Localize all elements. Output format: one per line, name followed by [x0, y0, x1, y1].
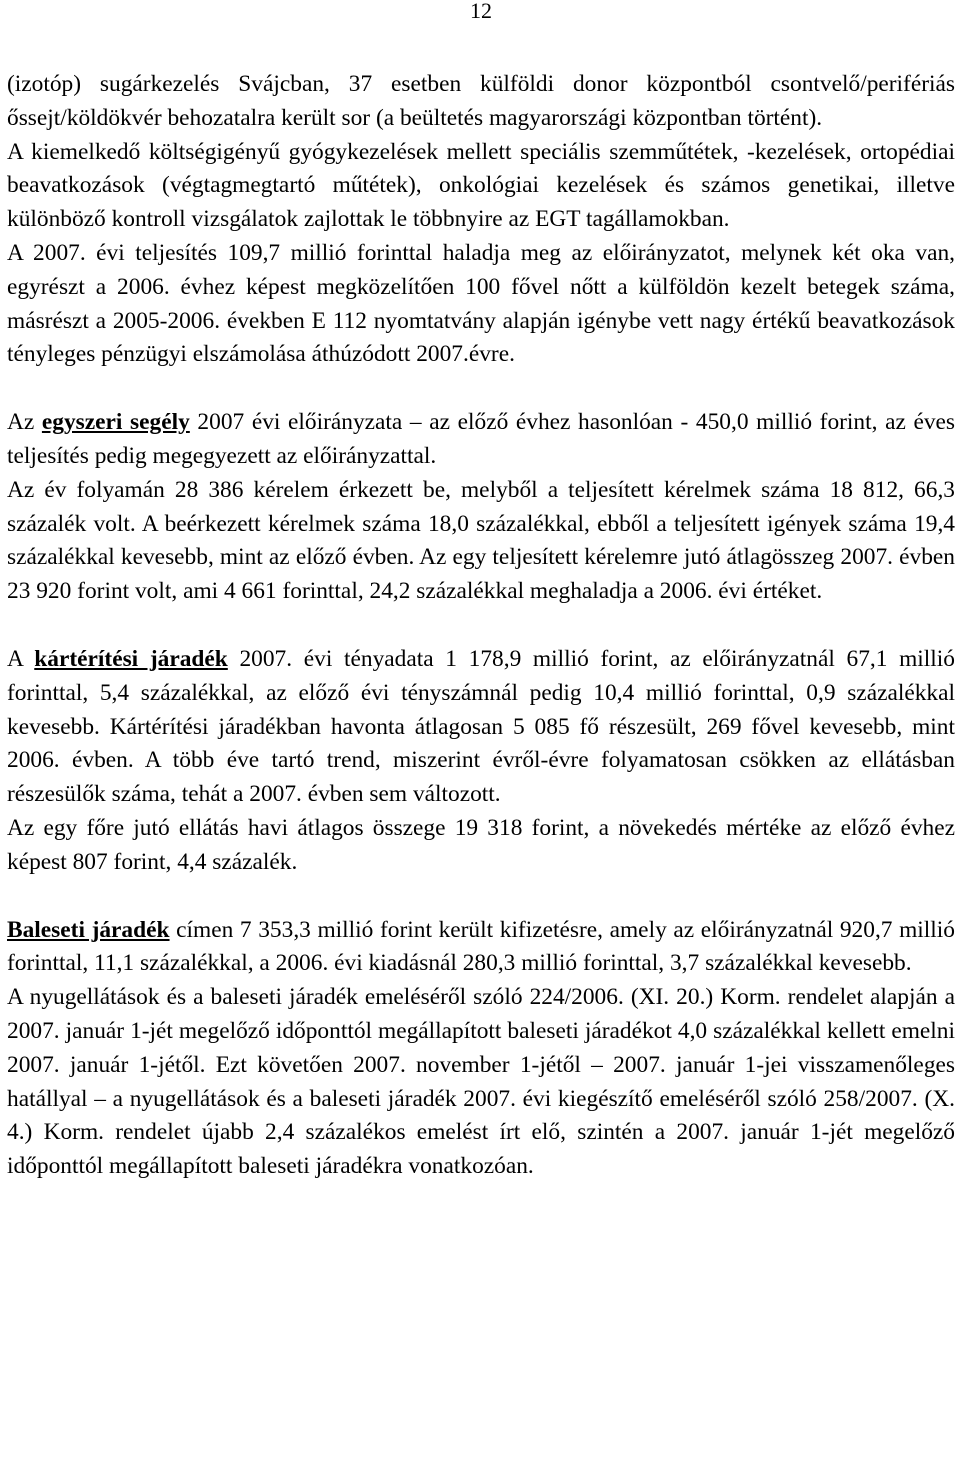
text-run: címen 7 353,3 millió forint került kifizetésre, amely az előirányzatnál 920,7 millió forinttal, 11,1 százalékkal, a 2006. évi kiadásnál 280,3 millió forinttal, 3,7 százalékkal kevesebb.: [7, 916, 955, 977]
paragraph-per-capita-benefit: Az egy főre jutó ellátás havi átlagos összege 19 318 forint, a növekedés mértéke az előző évhez képest 807 forint, 4,4 százalék.: [7, 814, 955, 875]
paragraph-gap: [7, 609, 955, 643]
paragraph-accident-annuity: [7, 914, 955, 982]
paragraph-costly-treatments: A kiemelkedő költségigényű gyógykezelések mellett speciális szemműtétek, -kezelések, ortopédiai beavatkozások (végtagmegtartó műtétek), onkológiai kezelések és számos genetikai, illetve különböző kontroll vizsgálatok zajlottak le többnyire az EGT tagállamokban.: [7, 138, 955, 233]
paragraph-compensation-annuity: [7, 643, 955, 812]
paragraph-2007-performance: A 2007. évi teljesítés 109,7 millió forinttal haladja meg az előirányzatot, melynek két oka van, egyrészt a 2006. évhez képest megközelítően 100 fővel nőtt a külföldön kezelt betegek száma, másrészt a 2005-2006. években E 112 nyomtatvány alapján igénybe vett nagy értékű beavatkozások tényleges pénzügyi elszámolása áthúzódott 2007.évre.: [7, 239, 955, 368]
paragraph-applications: Az év folyamán 28 386 kérelem érkezett be, melyből a teljesített kérelmek száma 18 812, 66,3 százalék volt. A beérkezett kérelmek száma 18,0 százalékkal, ebből a teljesített igények száma 19,4 százalékkal kevesebb, mint az előző évben. Az egy teljesített kérelemre jutó átlagösszeg 2007. évben 23 920 forint volt, ami 4 661 forinttal, 24,2 százalékkal meghaladja a 2006. évi értéket.: [7, 476, 955, 605]
document-body: [7, 68, 955, 1184]
term-accident-annuity: Baleseti járadék: [7, 916, 170, 943]
term-compensation-annuity: kártérítési járadék: [34, 645, 228, 672]
text-run: A: [7, 645, 35, 672]
paragraph-gap: [7, 880, 955, 914]
paragraph-gap: [7, 372, 955, 406]
paragraph-one-off-aid: [7, 406, 955, 474]
text-run: 2007 évi előirányzata – az előző évhez hasonlóan - 450,0 millió forint, az éves teljesítés pedig megegyezett az előirányzattal.: [7, 409, 956, 469]
paragraph-treatment-abroad: (izotóp) sugárkezelés Svájcban, 37 esetben külföldi donor központból csontvelő/perifériás őssejt/köldökvér behozatalra került sor (a beültetés magyarországi központban történt).: [7, 71, 955, 131]
text-run: Az: [7, 409, 42, 436]
text-run: 2007. évi tényadata 1 178,9 millió forint, az előirányzatnál 67,1 millió forinttal, 5,4 százalékkal, az előző évi tényszámnál pedig 10,4 millió forinttal, 0,9 százalékkal kevesebb. Kártérítési járadékban havonta átlagosan 5 085 fő részesült, 269 fővel kevesebb, mint 2006. évben. A több éve tartó trend, miszerint évről-évre folyamatosan csökken az ellátásban részesülők száma, tehát a 2007. évben sem változott.: [7, 645, 955, 808]
paragraph-pension-increase: A nyugellátások és a baleseti járadék emeléséről szóló 224/2006. (XI. 20.) Korm. rendelet alapján a 2007. január 1-jét megelőző időponttól megállapított baleseti járadékot 4,0 százalékkal kellett emelni 2007. január 1-jétől. Ezt követően 2007. november 1-jétől – 2007. január 1-jei visszamenőleges hatállyal – a nyugellátások és a baleseti járadék 2007. évi kiegészítő emeléséről szóló 258/2007. (X. 4.) Korm. rendelet újabb 2,4 százalékos emelést írt elő, szintén a 2007. január 1-jét megelőző időponttól megállapított baleseti járadékra vonatkozóan.: [7, 984, 955, 1180]
term-one-off-aid: egyszeri segély: [41, 409, 190, 436]
page-number: 12: [470, 0, 492, 23]
